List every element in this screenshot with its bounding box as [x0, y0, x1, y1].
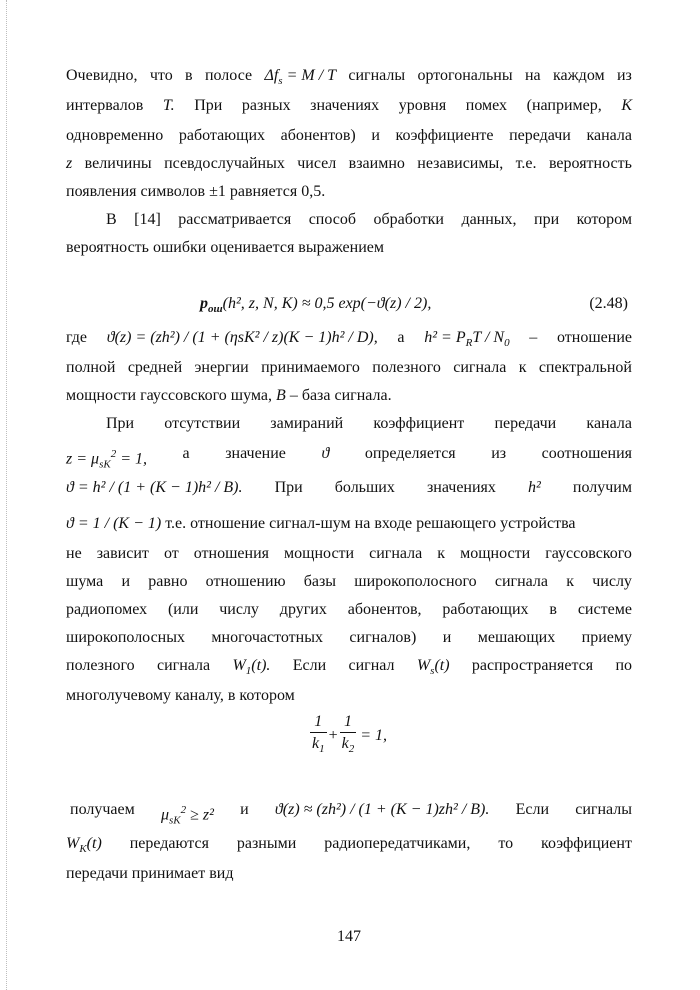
paragraph-4-line-3: ϑ = h² / (1 + (K − 1)h² / B). При больших значениях h² получим — [66, 479, 632, 496]
paragraph-1-line-1: Очевидно, что в полосе $\Delta f_s = M / T$ сигналы ортогональны на каждом из — [66, 64, 632, 88]
formula-h2: $h^2 = P_RT / N_0$ — [424, 329, 510, 350]
paragraph-4-line-5: не зависит от отношения мощности сигнала к мощности гауссовского — [66, 545, 632, 562]
formula-z: $z = \mu_{sK}^2 = 1$, — [66, 448, 147, 471]
paragraph-5-line-1: получаем $\mu_{sK}^2 \ge z^2$ и ϑ(z) ≈ (zh²) / (1 + (K − 1)zh² / B). Если сигналы — [66, 798, 632, 822]
paragraph-4-line-8: широкополосных многочастотных сигналов) и мешающих приему — [66, 629, 632, 646]
paragraph-2-line-1: В [14] рассматривается способ обработки данных, при котором — [106, 211, 632, 228]
formula-wk: $W_K(t)$ — [66, 835, 102, 856]
paragraph-5-line-2: $W_K(t)$ передаются разными радиопередатчиками, то коэффициент — [66, 832, 632, 856]
paragraph-3-line-3: мощности гауссовского шума, B – база сигнала. — [66, 387, 392, 404]
formula-w1: $W_1(t)$. — [232, 657, 271, 678]
paragraph-1-line-5: появления символов ±1 равняется 0,5. — [66, 183, 326, 200]
document-page — [66, 0, 632, 990]
paragraph-4-line-9: полезного сигнала $W_1(t)$. Если сигнал $W_s(t)$ распространяется по — [66, 654, 632, 678]
formula-band: $\Delta f_s = M / T$ — [264, 67, 337, 88]
where-line: где ϑ(z) = (zh²) / (1 + (ηsK² / z)(K − 1)h² / D), а $h^2 = P_RT / N_0$ – отношение — [66, 326, 632, 350]
formula-mu: $\mu_{sK}^2 \ge z^2$ — [160, 804, 214, 827]
page-number: 147 — [337, 928, 361, 945]
paragraph-4-line-7: радиопомех (или числу других абонентов, работающих в системе — [66, 601, 632, 618]
fraction-1-k2: $\frac{1}{k_2}$ — [341, 712, 355, 756]
formula-ws: $W_s(t)$ — [416, 657, 450, 678]
paragraph-4-line-2: $z = \mu_{sK}^2 = 1$, а значение ϑ определяется из соотношения — [66, 442, 632, 466]
page-edge-dotted-line — [6, 0, 7, 990]
fraction-1-k1: $\frac{1}{k_1}$ — [312, 712, 325, 756]
paragraph-4-line-10: многолучевому каналу, в котором — [66, 687, 295, 704]
equation-number: (2.48) — [589, 295, 628, 312]
paragraph-4-line-6: шума и равно отношению базы широкополосного сигнала к числу — [66, 573, 632, 590]
equation-k: $\frac{1}{k_1}$ + $\frac{1}{k_2}$ = 1, — [308, 708, 387, 764]
paragraph-5-line-3: передачи принимает вид — [66, 865, 234, 882]
paragraph-4-line-1: При отсутствии замираний коэффициент передачи канала — [106, 415, 632, 432]
equation-2-48-body: $p_{ош}(h^2$, z, N, K) ≈ 0,5 exp(−ϑ(z) / 2), — [200, 295, 432, 316]
paragraph-1-line-3: одновременно работающих абонентов) и коэффициенте передачи канала — [66, 127, 632, 144]
equation-2-48 — [66, 290, 632, 318]
paragraph-2-line-2: вероятность ошибки оценивается выражением — [66, 239, 385, 256]
paragraph-4-line-4: ϑ = 1 / (K − 1) т.е. отношение сигнал-шум на входе решающего устройства — [66, 515, 576, 532]
paragraph-1-line-2: интервалов T. При разных значениях уровня помех (например, K — [66, 97, 632, 114]
paragraph-1-line-4: z величины псевдослучайных чисел взаимно независимы, т.е. вероятность — [66, 155, 632, 172]
paragraph-3-line-2: полной средней энергии принимаемого полезного сигнала к спектральной — [66, 359, 632, 376]
